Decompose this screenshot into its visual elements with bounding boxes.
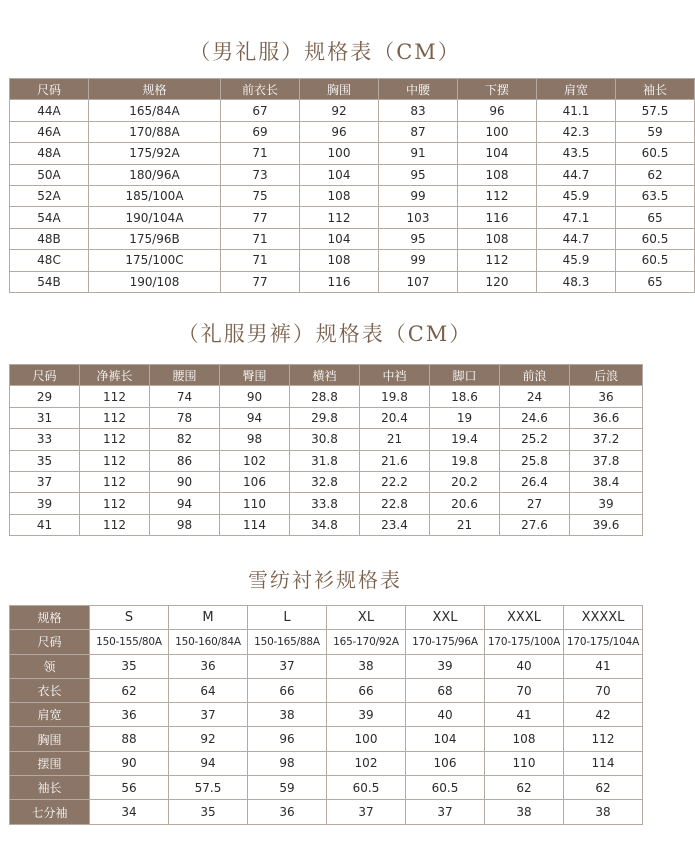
table-cell: 112 bbox=[80, 514, 150, 535]
table-cell: 175/96B bbox=[89, 228, 221, 249]
table-row bbox=[10, 429, 643, 450]
table-cell: 22.8 bbox=[360, 493, 430, 514]
suit-table-body bbox=[10, 100, 695, 293]
table-cell: 95 bbox=[379, 164, 458, 185]
table-cell: 29.8 bbox=[290, 407, 360, 428]
table-cell: 170-175/100A bbox=[485, 630, 564, 654]
table-cell: 170-175/104A bbox=[564, 630, 643, 654]
table-cell: L bbox=[248, 606, 327, 630]
table-cell: 86 bbox=[150, 450, 220, 471]
table-cell: 38 bbox=[485, 800, 564, 824]
table-cell: 150-160/84A bbox=[169, 630, 248, 654]
table-cell: 64 bbox=[169, 678, 248, 702]
table-cell: 108 bbox=[300, 185, 379, 206]
table-cell: 42 bbox=[564, 703, 643, 727]
table-cell: 31 bbox=[10, 407, 80, 428]
table-cell: 29 bbox=[10, 386, 80, 407]
table-cell: 20.2 bbox=[430, 471, 500, 492]
table-cell: 22.2 bbox=[360, 471, 430, 492]
table-row bbox=[10, 630, 643, 654]
table-cell: 25.2 bbox=[500, 429, 570, 450]
table-cell: 75 bbox=[221, 185, 300, 206]
table-cell: 102 bbox=[327, 751, 406, 775]
table-row bbox=[10, 703, 643, 727]
table-cell: 104 bbox=[300, 164, 379, 185]
table-cell: 112 bbox=[458, 185, 537, 206]
table-cell: 42.3 bbox=[537, 121, 616, 142]
table-cell: 39 bbox=[10, 493, 80, 514]
table-cell: 96 bbox=[248, 727, 327, 751]
table-cell: 71 bbox=[221, 228, 300, 249]
shirt-size-table-title: 雪纺衬衫规格表 bbox=[248, 568, 402, 592]
column-header: 下摆 bbox=[458, 79, 537, 100]
table-cell: 19.8 bbox=[360, 386, 430, 407]
table-cell: 19 bbox=[430, 407, 500, 428]
table-cell: 37 bbox=[169, 703, 248, 727]
table-cell: 34.8 bbox=[290, 514, 360, 535]
table-row bbox=[10, 407, 643, 428]
table-cell: 37 bbox=[327, 800, 406, 824]
column-header: 横裆 bbox=[290, 365, 360, 386]
table-cell: 108 bbox=[485, 727, 564, 751]
table-cell: 57.5 bbox=[616, 100, 695, 121]
table-cell: 96 bbox=[300, 121, 379, 142]
table-cell: 35 bbox=[10, 450, 80, 471]
table-row bbox=[10, 185, 695, 206]
row-header: 袖长 bbox=[10, 776, 90, 800]
table-cell: 63.5 bbox=[616, 185, 695, 206]
table-cell: M bbox=[169, 606, 248, 630]
table-cell: 43.5 bbox=[537, 143, 616, 164]
table-cell: 19.8 bbox=[430, 450, 500, 471]
table-cell: 27 bbox=[500, 493, 570, 514]
column-header: 前浪 bbox=[500, 365, 570, 386]
table-cell: 37.8 bbox=[570, 450, 643, 471]
table-cell: 35 bbox=[90, 654, 169, 678]
table-cell: 108 bbox=[458, 228, 537, 249]
table-cell: 62 bbox=[90, 678, 169, 702]
table-cell: 99 bbox=[379, 250, 458, 271]
table-cell: 98 bbox=[220, 429, 290, 450]
table-cell: 112 bbox=[80, 429, 150, 450]
table-cell: 27.6 bbox=[500, 514, 570, 535]
table-cell: 44.7 bbox=[537, 164, 616, 185]
column-header: 中裆 bbox=[360, 365, 430, 386]
column-header: 净裤长 bbox=[80, 365, 150, 386]
table-cell: 100 bbox=[300, 143, 379, 164]
table-cell: 45.9 bbox=[537, 250, 616, 271]
pants-table-body bbox=[10, 386, 643, 536]
table-cell: 60.5 bbox=[616, 250, 695, 271]
table-cell: 100 bbox=[458, 121, 537, 142]
table-cell: 38 bbox=[248, 703, 327, 727]
table-cell: 104 bbox=[458, 143, 537, 164]
table-cell: 37 bbox=[248, 654, 327, 678]
table-cell: 67 bbox=[221, 100, 300, 121]
table-cell: 25.8 bbox=[500, 450, 570, 471]
table-cell: 66 bbox=[327, 678, 406, 702]
table-cell: 32.8 bbox=[290, 471, 360, 492]
table-cell: 88 bbox=[90, 727, 169, 751]
table-cell: 38 bbox=[327, 654, 406, 678]
table-cell: 36.6 bbox=[570, 407, 643, 428]
table-cell: 20.6 bbox=[430, 493, 500, 514]
table-cell: 74 bbox=[150, 386, 220, 407]
row-header: 衣长 bbox=[10, 678, 90, 702]
table-row bbox=[10, 654, 643, 678]
table-row bbox=[10, 228, 695, 249]
table-cell: 110 bbox=[220, 493, 290, 514]
table-cell: 94 bbox=[169, 751, 248, 775]
table-row bbox=[10, 751, 643, 775]
table-cell: XXL bbox=[406, 606, 485, 630]
column-header: 胸围 bbox=[300, 79, 379, 100]
row-header: 尺码 bbox=[10, 630, 90, 654]
table-row bbox=[10, 207, 695, 228]
table-cell: 71 bbox=[221, 250, 300, 271]
table-cell: 114 bbox=[564, 751, 643, 775]
table-cell: 165-170/92A bbox=[327, 630, 406, 654]
table-row bbox=[10, 250, 695, 271]
table-cell: 73 bbox=[221, 164, 300, 185]
table-cell: 175/92A bbox=[89, 143, 221, 164]
table-cell: 83 bbox=[379, 100, 458, 121]
table-cell: 190/104A bbox=[89, 207, 221, 228]
table-cell: 36 bbox=[169, 654, 248, 678]
table-cell: 70 bbox=[564, 678, 643, 702]
table-cell: 107 bbox=[379, 271, 458, 292]
table-cell: S bbox=[90, 606, 169, 630]
row-header: 七分袖 bbox=[10, 800, 90, 824]
table-cell: 114 bbox=[220, 514, 290, 535]
column-header: 中腰 bbox=[379, 79, 458, 100]
table-cell: 48C bbox=[10, 250, 89, 271]
table-cell: 112 bbox=[80, 450, 150, 471]
column-header: 尺码 bbox=[10, 79, 89, 100]
table-cell: 95 bbox=[379, 228, 458, 249]
table-cell: 68 bbox=[406, 678, 485, 702]
table-cell: 66 bbox=[248, 678, 327, 702]
table-cell: 48A bbox=[10, 143, 89, 164]
table-cell: 90 bbox=[90, 751, 169, 775]
table-cell: 33 bbox=[10, 429, 80, 450]
table-cell: 36 bbox=[570, 386, 643, 407]
suit-header-row bbox=[10, 79, 695, 100]
table-row bbox=[10, 386, 643, 407]
table-cell: 175/100C bbox=[89, 250, 221, 271]
table-cell: 39 bbox=[406, 654, 485, 678]
table-cell: 116 bbox=[458, 207, 537, 228]
table-cell: 38.4 bbox=[570, 471, 643, 492]
table-cell: 59 bbox=[616, 121, 695, 142]
table-row bbox=[10, 727, 643, 751]
table-cell: 21 bbox=[430, 514, 500, 535]
table-cell: 65 bbox=[616, 271, 695, 292]
table-cell: 39 bbox=[570, 493, 643, 514]
table-cell: XXXXL bbox=[564, 606, 643, 630]
table-cell: 59 bbox=[248, 776, 327, 800]
table-row bbox=[10, 471, 643, 492]
column-header: 袖长 bbox=[616, 79, 695, 100]
table-row bbox=[10, 121, 695, 142]
table-cell: 112 bbox=[458, 250, 537, 271]
table-cell: 41.1 bbox=[537, 100, 616, 121]
table-cell: 57.5 bbox=[169, 776, 248, 800]
table-cell: 41 bbox=[564, 654, 643, 678]
row-header: 摆围 bbox=[10, 751, 90, 775]
table-row bbox=[10, 678, 643, 702]
table-row bbox=[10, 164, 695, 185]
table-cell: 54B bbox=[10, 271, 89, 292]
table-cell: 44.7 bbox=[537, 228, 616, 249]
column-header: 脚口 bbox=[430, 365, 500, 386]
table-cell: 112 bbox=[564, 727, 643, 751]
column-header: 腰围 bbox=[150, 365, 220, 386]
table-cell: 48B bbox=[10, 228, 89, 249]
table-cell: 165/84A bbox=[89, 100, 221, 121]
table-cell: 31.8 bbox=[290, 450, 360, 471]
table-cell: 98 bbox=[248, 751, 327, 775]
table-cell: 48.3 bbox=[537, 271, 616, 292]
table-row bbox=[10, 606, 643, 630]
table-cell: 82 bbox=[150, 429, 220, 450]
table-cell: 150-165/88A bbox=[248, 630, 327, 654]
table-cell: 56 bbox=[90, 776, 169, 800]
table-cell: 108 bbox=[458, 164, 537, 185]
table-cell: 60.5 bbox=[616, 228, 695, 249]
table-cell: 116 bbox=[300, 271, 379, 292]
table-cell: 24 bbox=[500, 386, 570, 407]
table-row bbox=[10, 514, 643, 535]
table-cell: 94 bbox=[220, 407, 290, 428]
table-row bbox=[10, 143, 695, 164]
table-cell: 120 bbox=[458, 271, 537, 292]
table-row bbox=[10, 450, 643, 471]
table-cell: 87 bbox=[379, 121, 458, 142]
table-cell: 69 bbox=[221, 121, 300, 142]
table-cell: 102 bbox=[220, 450, 290, 471]
table-row bbox=[10, 100, 695, 121]
table-cell: 34 bbox=[90, 800, 169, 824]
table-cell: 62 bbox=[616, 164, 695, 185]
pants-header-row bbox=[10, 365, 643, 386]
shirt-table-body bbox=[10, 606, 643, 825]
table-cell: 37 bbox=[406, 800, 485, 824]
table-cell: 170-175/96A bbox=[406, 630, 485, 654]
table-cell: 77 bbox=[221, 271, 300, 292]
table-cell: 35 bbox=[169, 800, 248, 824]
table-cell: 98 bbox=[150, 514, 220, 535]
table-cell: 100 bbox=[327, 727, 406, 751]
table-cell: 103 bbox=[379, 207, 458, 228]
table-cell: 41 bbox=[485, 703, 564, 727]
table-cell: 112 bbox=[80, 407, 150, 428]
table-cell: 78 bbox=[150, 407, 220, 428]
table-cell: 170/88A bbox=[89, 121, 221, 142]
table-cell: 60.5 bbox=[616, 143, 695, 164]
table-cell: 44A bbox=[10, 100, 89, 121]
table-cell: 106 bbox=[220, 471, 290, 492]
table-cell: 18.6 bbox=[430, 386, 500, 407]
table-cell: 52A bbox=[10, 185, 89, 206]
table-cell: 90 bbox=[150, 471, 220, 492]
table-cell: 46A bbox=[10, 121, 89, 142]
table-cell: 19.4 bbox=[430, 429, 500, 450]
table-cell: 92 bbox=[300, 100, 379, 121]
table-cell: 38 bbox=[564, 800, 643, 824]
table-cell: 112 bbox=[300, 207, 379, 228]
table-cell: 26.4 bbox=[500, 471, 570, 492]
table-cell: 24.6 bbox=[500, 407, 570, 428]
table-cell: 47.1 bbox=[537, 207, 616, 228]
table-cell: 104 bbox=[300, 228, 379, 249]
table-cell: 21 bbox=[360, 429, 430, 450]
suit-size-table bbox=[9, 78, 695, 293]
table-cell: 40 bbox=[485, 654, 564, 678]
table-cell: 112 bbox=[80, 493, 150, 514]
table-cell: 36 bbox=[248, 800, 327, 824]
table-cell: 112 bbox=[80, 471, 150, 492]
table-cell: 77 bbox=[221, 207, 300, 228]
table-cell: 96 bbox=[458, 100, 537, 121]
shirt-size-table bbox=[9, 605, 643, 825]
table-cell: 99 bbox=[379, 185, 458, 206]
table-cell: 28.8 bbox=[290, 386, 360, 407]
table-cell: 20.4 bbox=[360, 407, 430, 428]
table-cell: 62 bbox=[564, 776, 643, 800]
table-cell: 30.8 bbox=[290, 429, 360, 450]
table-cell: 71 bbox=[221, 143, 300, 164]
table-cell: XL bbox=[327, 606, 406, 630]
pants-size-table-title: （礼服男裤）规格表（CM） bbox=[177, 322, 473, 346]
column-header: 肩宽 bbox=[537, 79, 616, 100]
table-row bbox=[10, 800, 643, 824]
column-header: 后浪 bbox=[570, 365, 643, 386]
table-cell: XXXL bbox=[485, 606, 564, 630]
table-cell: 60.5 bbox=[406, 776, 485, 800]
table-cell: 39.6 bbox=[570, 514, 643, 535]
table-cell: 104 bbox=[406, 727, 485, 751]
table-cell: 108 bbox=[300, 250, 379, 271]
table-cell: 180/96A bbox=[89, 164, 221, 185]
table-cell: 40 bbox=[406, 703, 485, 727]
table-cell: 106 bbox=[406, 751, 485, 775]
row-header: 胸围 bbox=[10, 727, 90, 751]
table-cell: 39 bbox=[327, 703, 406, 727]
table-cell: 70 bbox=[485, 678, 564, 702]
table-cell: 45.9 bbox=[537, 185, 616, 206]
table-cell: 90 bbox=[220, 386, 290, 407]
table-row bbox=[10, 493, 643, 514]
table-cell: 41 bbox=[10, 514, 80, 535]
table-row bbox=[10, 271, 695, 292]
table-cell: 37.2 bbox=[570, 429, 643, 450]
table-cell: 33.8 bbox=[290, 493, 360, 514]
table-cell: 50A bbox=[10, 164, 89, 185]
suit-size-table-title: （男礼服）规格表（CM） bbox=[189, 40, 461, 64]
table-cell: 94 bbox=[150, 493, 220, 514]
table-cell: 91 bbox=[379, 143, 458, 164]
table-cell: 60.5 bbox=[327, 776, 406, 800]
table-row bbox=[10, 776, 643, 800]
table-cell: 110 bbox=[485, 751, 564, 775]
table-cell: 185/100A bbox=[89, 185, 221, 206]
table-cell: 62 bbox=[485, 776, 564, 800]
table-cell: 92 bbox=[169, 727, 248, 751]
row-header: 肩宽 bbox=[10, 703, 90, 727]
table-cell: 190/108 bbox=[89, 271, 221, 292]
table-cell: 37 bbox=[10, 471, 80, 492]
column-header: 尺码 bbox=[10, 365, 80, 386]
table-cell: 23.4 bbox=[360, 514, 430, 535]
table-cell: 54A bbox=[10, 207, 89, 228]
table-cell: 36 bbox=[90, 703, 169, 727]
table-cell: 112 bbox=[80, 386, 150, 407]
table-cell: 65 bbox=[616, 207, 695, 228]
row-header: 领 bbox=[10, 654, 90, 678]
column-header: 前衣长 bbox=[221, 79, 300, 100]
pants-size-table bbox=[9, 364, 643, 536]
table-cell: 150-155/80A bbox=[90, 630, 169, 654]
column-header: 规格 bbox=[89, 79, 221, 100]
table-cell: 21.6 bbox=[360, 450, 430, 471]
row-header: 规格 bbox=[10, 606, 90, 630]
column-header: 臀围 bbox=[220, 365, 290, 386]
